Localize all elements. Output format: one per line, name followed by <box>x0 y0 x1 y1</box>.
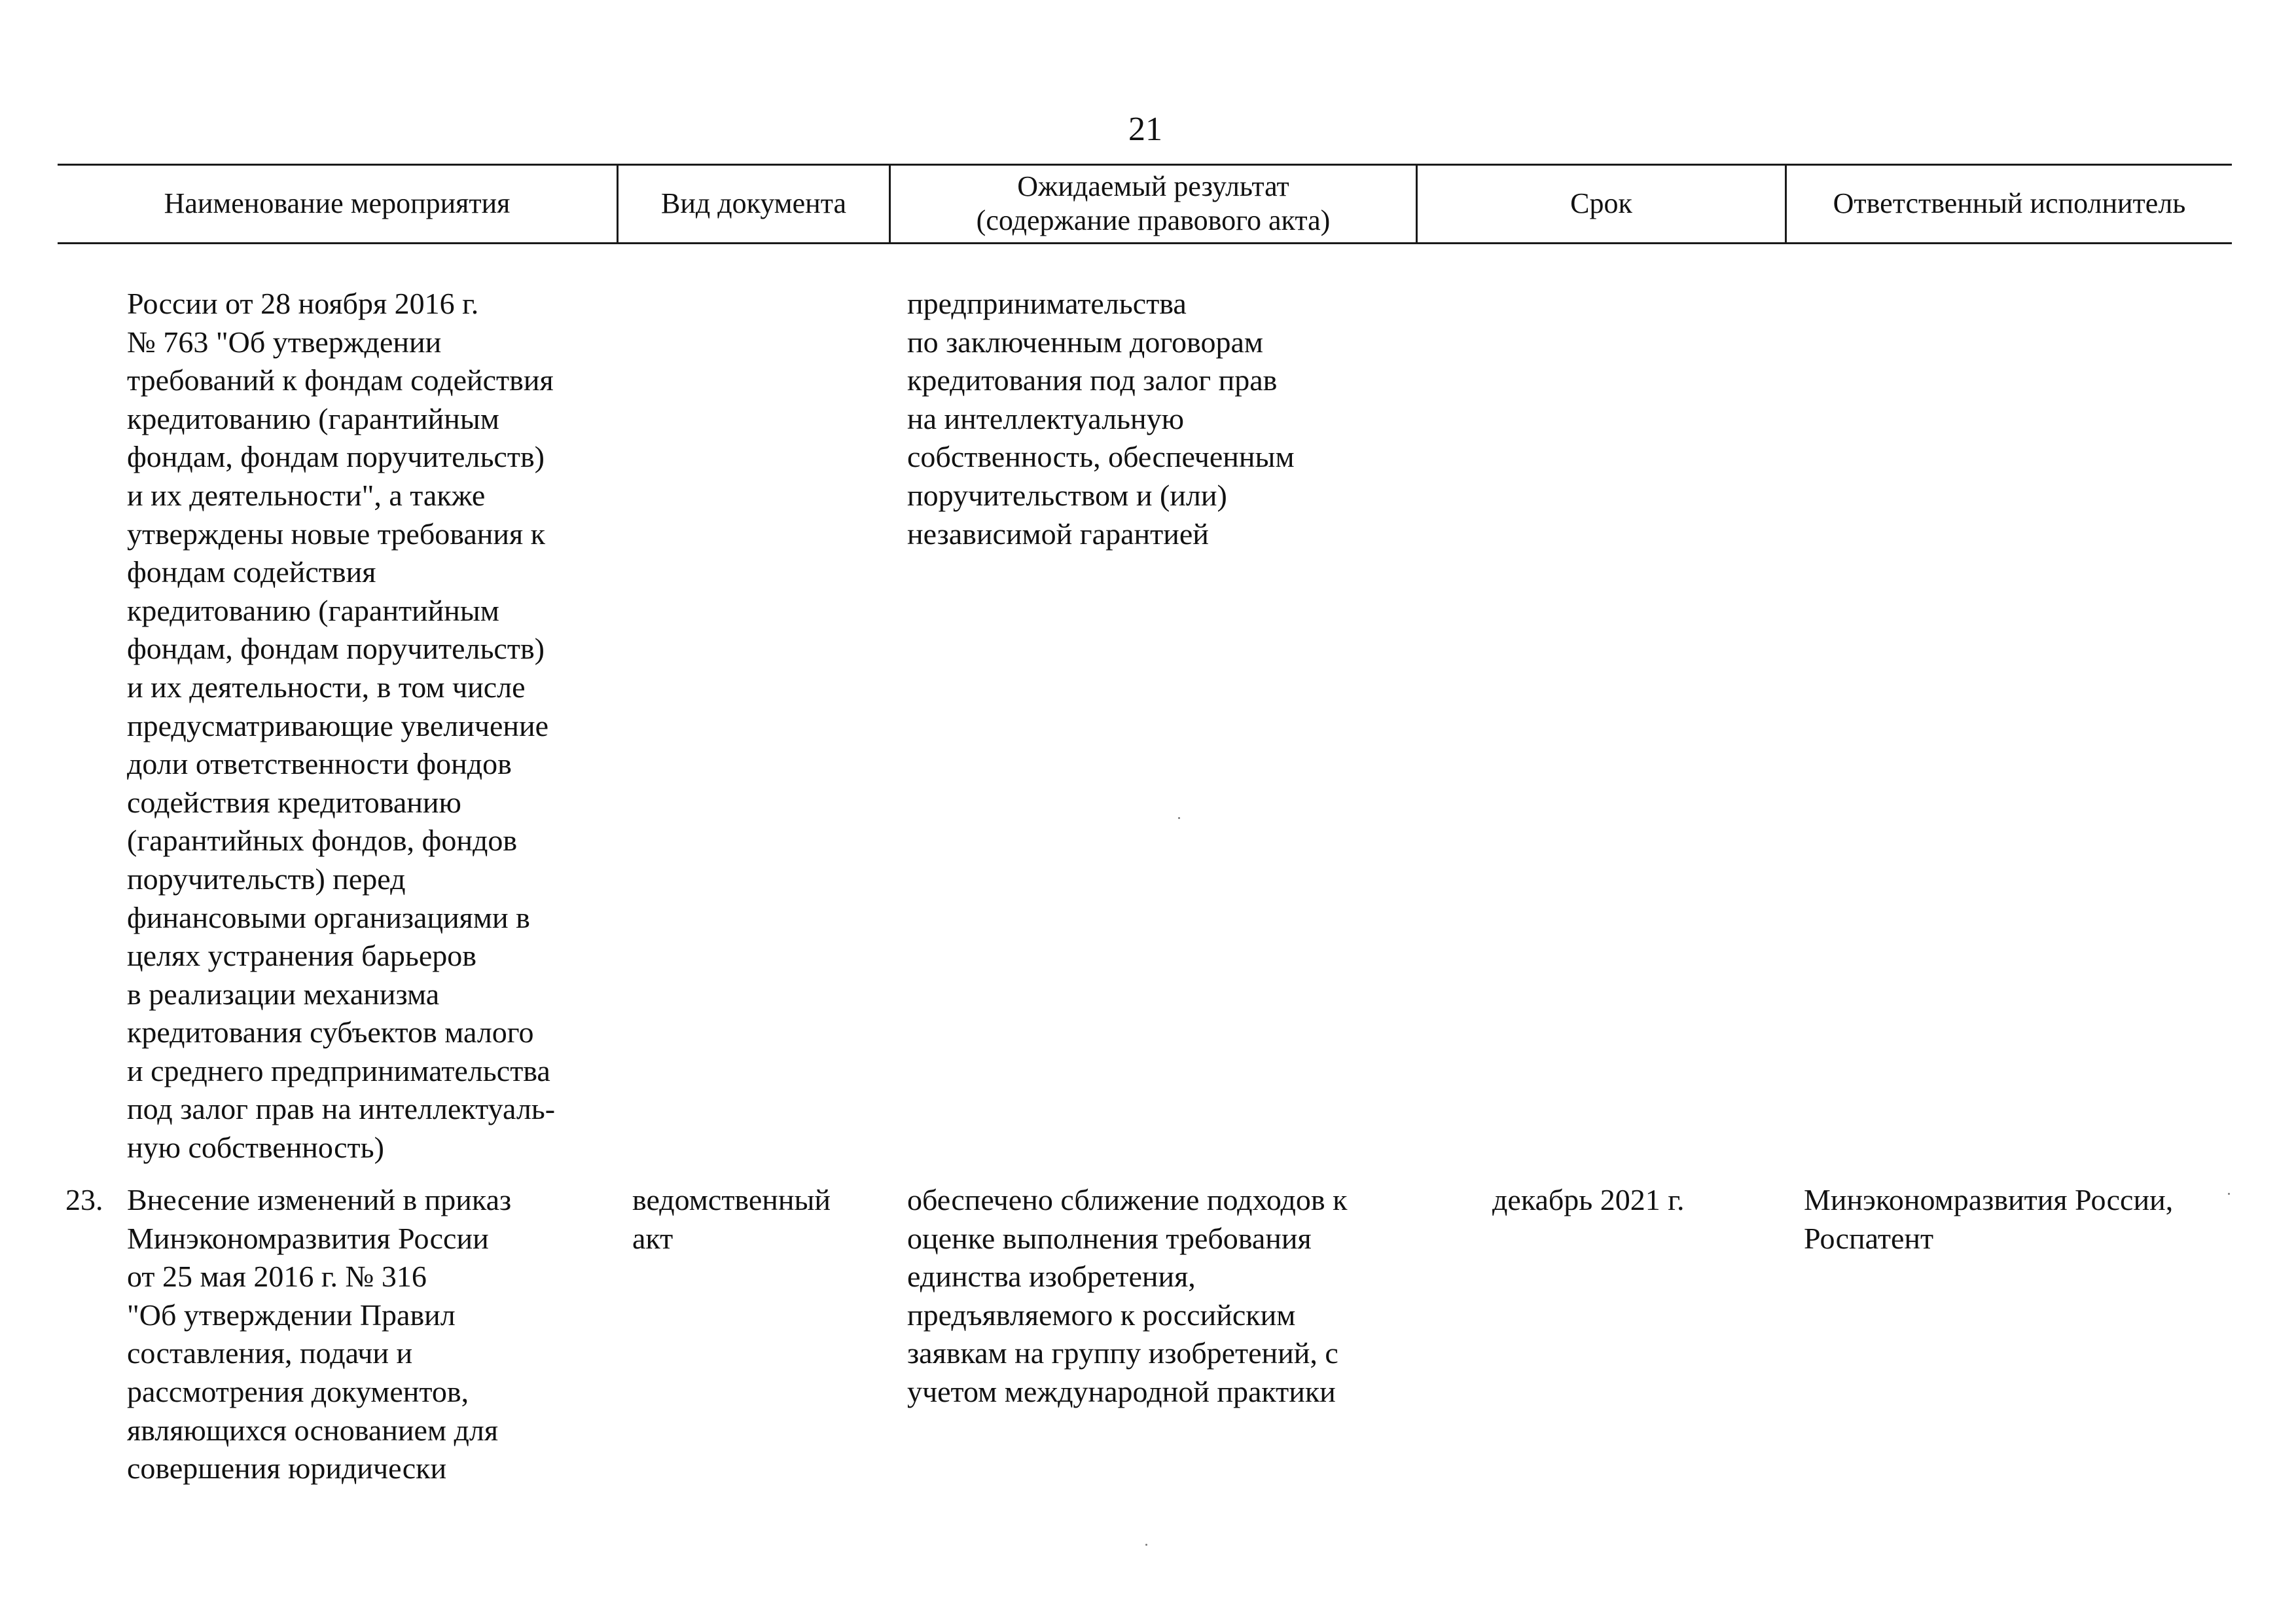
row-2-deadline: декабрь 2021 г. <box>1492 1183 1685 1216</box>
scan-speck <box>2228 1193 2230 1195</box>
row-2-number: 23. <box>65 1183 103 1216</box>
table-header-bottom-rule <box>58 242 2232 244</box>
scan-speck <box>1145 1544 1147 1546</box>
row-2-document-type: ведомственный акт <box>632 1183 831 1255</box>
header-deadline: Срок <box>1570 187 1632 219</box>
row-1-event-name: России от 28 ноября 2016 г. № 763 "Об утверждении требований к фондам содействия кредитованию (гарантийным фондам, фондам поручительств) и их деятельности", а также утверждены новые требования к фондам содействия кредитованию (гарантийным фондам, фондам поручительств) и их деятельности, в том числе предусматривающие увеличение доли ответственности фондов содействия кредитованию (гарантийных фондов, фондов поручительств) перед финансовыми организациями в целях устранения барьеров в реализации механизма кредитования субъектов малого и среднего предпринимательства под залог прав на интеллектуаль- ную собственность) <box>127 287 556 1165</box>
page-number: 21 <box>1128 111 1162 148</box>
header-document-type: Вид документа <box>660 187 847 219</box>
scan-speck <box>1178 817 1180 819</box>
row-2-responsible: Минэкономразвития России, Роспатент <box>1804 1183 2174 1255</box>
header-responsible: Ответственный исполнитель <box>1833 187 2186 219</box>
row-2-event-name: Внесение изменений в приказ Минэкономразвития России от 25 мая 2016 г. № 316 "Об утверждении Правил составления, подачи и рассмотрения документов, являющихся основанием для совершения юридически <box>127 1183 512 1486</box>
row-1-expected-result: предпринимательства по заключенным договорам кредитования под залог прав на интеллектуальную собственность, обеспеченным поручительством и (или) независимой гарантией <box>907 287 1295 551</box>
row-2-expected-result: обеспечено сближение подходов к оценке выполнения требования единства изобретения, предъявляемого к российским заявкам на группу изобретений, с учетом международной практики <box>907 1183 1348 1408</box>
header-expected-result: Ожидаемый результат (содержание правового акта) <box>976 170 1331 236</box>
header-event-name: Наименование мероприятия <box>164 187 511 219</box>
